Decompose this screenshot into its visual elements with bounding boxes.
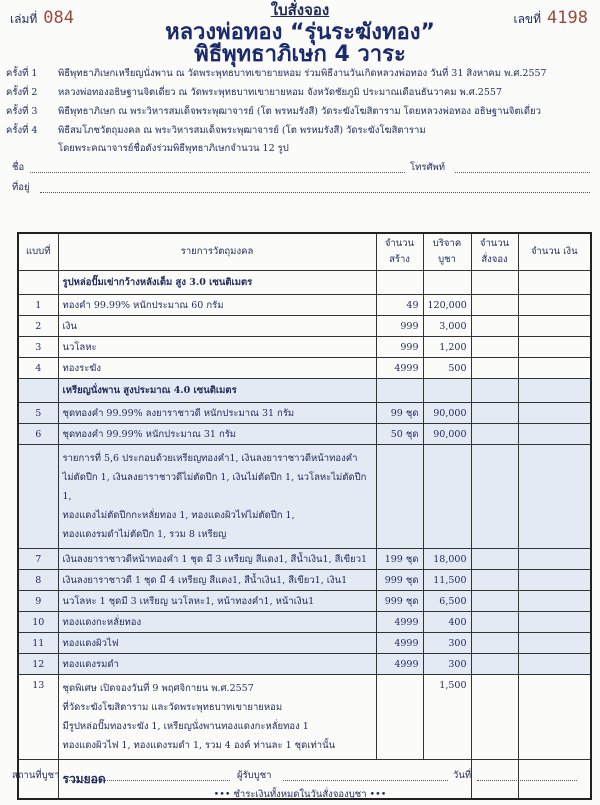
- ceremony-4: [6, 124, 426, 138]
- amount-cell[interactable]: [518, 424, 591, 445]
- text-line: ที่วัดระฆังโฆสิตาราม และวัดพระพุทธบาทเขายายหอม: [62, 702, 283, 713]
- row-no: 5: [18, 403, 58, 424]
- name-field[interactable]: [30, 172, 405, 173]
- row-item: ทองคำ 99.99% หนักประมาณ 60 กรัม: [58, 295, 376, 316]
- row-price: 1,500: [423, 675, 471, 760]
- table-row: [18, 675, 591, 760]
- row-price: 300: [423, 633, 471, 654]
- row-item: ทองแดงรมดำ: [58, 654, 376, 675]
- row-item: เงินลงยาราชาวดี 1 ชุด มี 4 เหรียญ สีแดง1, สีน้ำเงิน1, สีเขียว1, เงิน1: [58, 570, 376, 591]
- row-made: 4999: [376, 654, 423, 675]
- row-made: 999 ชุด: [376, 570, 423, 591]
- address-field[interactable]: [40, 192, 590, 193]
- order-qty-cell[interactable]: [471, 633, 518, 654]
- title-line-1: หลวงพ่อทอง “รุ่นระฆังทอง”: [165, 20, 435, 45]
- payment-notice: ••• ชำระเงินทั้งหมดในวันสั่งจองบูชา •••: [213, 789, 387, 800]
- row-price: 90,000: [423, 424, 471, 445]
- row-item: เงินลงยาราชาวดีหน้าทองคำ 1 ชุด มี 3 เหรียญ สีแดง1, สีน้ำเงิน1, สีเขียว1: [58, 549, 376, 570]
- ceremony-1: [6, 67, 547, 81]
- text-line: ทองแดงผิวไฟ 1, ทองแดงรมดำ 1, รวม 4 องค์ ท่านละ 1 ชุดเท่านั้น: [62, 740, 336, 751]
- ceremony-text: พิธีสมโภชวัตถุมงคล ณ พระวิหารสมเด็จพระพุฒาจารย์ (โต พรหมรังสี) วัดระฆังโฆสิตาราม: [58, 125, 426, 136]
- amount-cell[interactable]: [518, 358, 591, 379]
- row-no: 12: [18, 654, 58, 675]
- row-item: นวโลหะ 1 ชุดมี 3 เหรียญ นวโลหะ1, หน้าทองคำ1, หน้าเงิน1: [58, 591, 376, 612]
- phone-label: โทรศัพท์: [410, 162, 446, 173]
- row-no: 3: [18, 337, 58, 358]
- row-price: 500: [423, 358, 471, 379]
- row-no: 10: [18, 612, 58, 633]
- row-price: 300: [423, 654, 471, 675]
- ceremony-label: ครั้งที่ 2: [6, 87, 38, 98]
- receiver-label: ผู้รับบูชา: [237, 770, 272, 781]
- row-no: 2: [18, 316, 58, 337]
- order-table: [17, 232, 592, 800]
- row-no: 11: [18, 633, 58, 654]
- order-qty-cell[interactable]: [471, 675, 518, 760]
- amount-cell[interactable]: [518, 654, 591, 675]
- amount-cell[interactable]: [518, 295, 591, 316]
- row-made: 999: [376, 337, 423, 358]
- row-item: ทองแดงผิวไฟ: [58, 633, 376, 654]
- row-item: นวโลหะ: [58, 337, 376, 358]
- note-text: [58, 445, 376, 549]
- ceremony-label: ครั้งที่ 3: [6, 106, 38, 117]
- table-row: [18, 337, 591, 358]
- row-made: 49: [376, 295, 423, 316]
- order-qty-cell[interactable]: [471, 337, 518, 358]
- name-label: ชื่อ: [12, 162, 25, 173]
- order-qty-cell[interactable]: [471, 549, 518, 570]
- row-price: 6,500: [423, 591, 471, 612]
- table-row: [18, 591, 591, 612]
- section-title: รูปหล่อปั๊มเข่ากว้างหลังเต็ม สูง 3.0 เซนติเมตร: [58, 271, 376, 295]
- ceremony-label: ครั้งที่ 1: [6, 68, 38, 79]
- text-line: ชุดพิเศษ เปิดจองวันที่ 9 พฤศจิกายน พ.ศ.2557: [62, 683, 254, 694]
- row-price: 11,500: [423, 570, 471, 591]
- amount-cell[interactable]: [518, 549, 591, 570]
- col-item: รายการวัตถุมงคล: [58, 233, 376, 271]
- table-row: [18, 295, 591, 316]
- row-price: 18,000: [423, 549, 471, 570]
- row-item: ชุดทองคำ 99.99% หนักประมาณ 31 กรัม: [58, 424, 376, 445]
- address-label: ที่อยู่: [12, 182, 30, 193]
- table-row: [18, 654, 591, 675]
- col-order-qty: จำนวน สั่งจอง: [471, 233, 518, 271]
- table-row: [18, 570, 591, 591]
- row-price: 400: [423, 612, 471, 633]
- amount-cell[interactable]: [518, 570, 591, 591]
- row-made: 4999: [376, 633, 423, 654]
- ceremony-3: [6, 105, 541, 119]
- order-qty-cell[interactable]: [471, 403, 518, 424]
- row-made: 199 ชุด: [376, 549, 423, 570]
- phone-field[interactable]: [455, 172, 590, 173]
- form-title: ใบสั่งจอง: [270, 1, 330, 19]
- text-line: ทองแดงไม่ตัดปีกกะหลั่ยทอง 1, ทองแดงผิวไฟไม่ตัดปีก 1,: [62, 510, 295, 521]
- row-item: ชุดทองคำ 99.99% ลงยาราชาวดี หนักประมาณ 31 กรัม: [58, 403, 376, 424]
- ceremony-text: พิธีพุทธาภิเษกเหรียญนั่งพาน ณ วัดพระพุทธบาทเขายายหอม ร่วมพิธีงานวันเกิดหลวงพ่อทอง วันที่ 31 สิงหาคม พ.ศ.2557: [58, 68, 547, 79]
- row-price: 1,200: [423, 337, 471, 358]
- text-line: รายการที่ 5,6 ประกอบด้วยเหรียญทองคำ1, เงินลงยาราชาวดีหน้าทองคำ: [62, 453, 358, 464]
- book-value: 084: [43, 8, 74, 28]
- amount-cell[interactable]: [518, 612, 591, 633]
- order-qty-cell[interactable]: [471, 612, 518, 633]
- row-no: 1: [18, 295, 58, 316]
- date-field[interactable]: [477, 780, 577, 781]
- order-qty-cell[interactable]: [471, 316, 518, 337]
- table-row: [18, 633, 591, 654]
- ceremony-text: หลวงพ่อทองอธิษฐานจิตเดี่ยว ณ วัดพระพุทธบาทเขายายหอม จังหวัดชัยภูมิ ประมาณเดือนธันวาคม พ.ศ.2557: [58, 87, 502, 98]
- ceremony-2: [6, 86, 502, 100]
- row-made: 4999: [376, 612, 423, 633]
- order-qty-cell[interactable]: [471, 570, 518, 591]
- table-row: [18, 316, 591, 337]
- number-label: เลขที่: [513, 12, 542, 26]
- text-line: มีรูปหล่อปั๊มทองระฆัง 1, เหรียญนั่งพานทองแดงกะหลั่ยทอง 1: [62, 721, 309, 732]
- row-no: 4: [18, 358, 58, 379]
- date-label: วันที่: [453, 770, 472, 781]
- row-made: 50 ชุด: [376, 424, 423, 445]
- order-qty-cell[interactable]: [471, 358, 518, 379]
- row-no: 13: [18, 675, 58, 760]
- row-item: ทองแดงกะหลั่ยทอง: [58, 612, 376, 633]
- table-row: [18, 424, 591, 445]
- receiver-field[interactable]: [283, 780, 448, 781]
- row-made: 99 ชุด: [376, 403, 423, 424]
- row-made: 999: [376, 316, 423, 337]
- place-field[interactable]: [65, 780, 230, 781]
- amount-cell[interactable]: [518, 675, 591, 760]
- row-made: 4999: [376, 358, 423, 379]
- amount-cell[interactable]: [518, 591, 591, 612]
- col-type: แบบที่: [18, 233, 58, 271]
- amount-cell[interactable]: [518, 316, 591, 337]
- section-row: [18, 379, 591, 403]
- amount-cell[interactable]: [518, 337, 591, 358]
- row-no: 6: [18, 424, 58, 445]
- row-item: [58, 675, 376, 760]
- row-no: 8: [18, 570, 58, 591]
- table-row: [18, 549, 591, 570]
- order-qty-cell[interactable]: [471, 591, 518, 612]
- text-line: ทองแดงรมดำไม่ตัดปีก 1, รวม 8 เหรียญ: [62, 529, 227, 540]
- row-price: 3,000: [423, 316, 471, 337]
- order-qty-cell[interactable]: [471, 654, 518, 675]
- total-label: รวมยอด: [58, 760, 471, 800]
- table-row: [18, 612, 591, 633]
- section-title: เหรียญนั่งพาน สูงประมาณ 4.0 เซนติเมตร: [58, 379, 376, 403]
- amount-cell[interactable]: [518, 403, 591, 424]
- row-made: 999 ชุด: [376, 591, 423, 612]
- table-row: [18, 358, 591, 379]
- row-price: 120,000: [423, 295, 471, 316]
- title-line-2: พิธีพุทธาภิเษก 4 วาระ: [194, 42, 406, 67]
- col-amount: จำนวน เงิน: [518, 233, 591, 271]
- row-item: ทองระฆัง: [58, 358, 376, 379]
- ceremony-label: ครั้งที่ 4: [6, 125, 38, 136]
- row-no: 7: [18, 549, 58, 570]
- table-row: [18, 403, 591, 424]
- col-made: จำนวน สร้าง: [376, 233, 423, 271]
- table-header: [18, 233, 591, 271]
- col-price: บริจาค บูชา: [423, 233, 471, 271]
- row-price: 90,000: [423, 403, 471, 424]
- order-qty-cell[interactable]: [471, 424, 518, 445]
- section-row: [18, 271, 591, 295]
- text-line: ไม่ตัดปีก 1, เงินลงยาราชาวดีไม่ตัดปีก 1, เงินไม่ตัดปีก 1, นวโลหะไม่ตัดปีก 1,: [62, 472, 367, 502]
- place-label: สถานที่บูชา: [12, 770, 60, 781]
- amount-cell[interactable]: [518, 633, 591, 654]
- row-no: 9: [18, 591, 58, 612]
- order-qty-cell[interactable]: [471, 295, 518, 316]
- note-row: [18, 445, 591, 549]
- ceremony-4-cont: โดยพระคณาจารย์ชื่อดังร่วมพิธีพุทธาภิเษกจำนวน 12 รูป: [58, 143, 289, 154]
- ceremony-text: พิธีพุทธาภิเษก ณ พระวิหารสมเด็จพระพุฒาจารย์ (โต พรหมรังสี) วัดระฆังโฆสิตาราม โดยหลวงพ่อทอง อธิษฐานจิตเดี่ยว: [58, 106, 541, 117]
- number-value: 4198: [547, 8, 588, 28]
- book-label: เล่มที่: [10, 12, 38, 26]
- row-item: เงิน: [58, 316, 376, 337]
